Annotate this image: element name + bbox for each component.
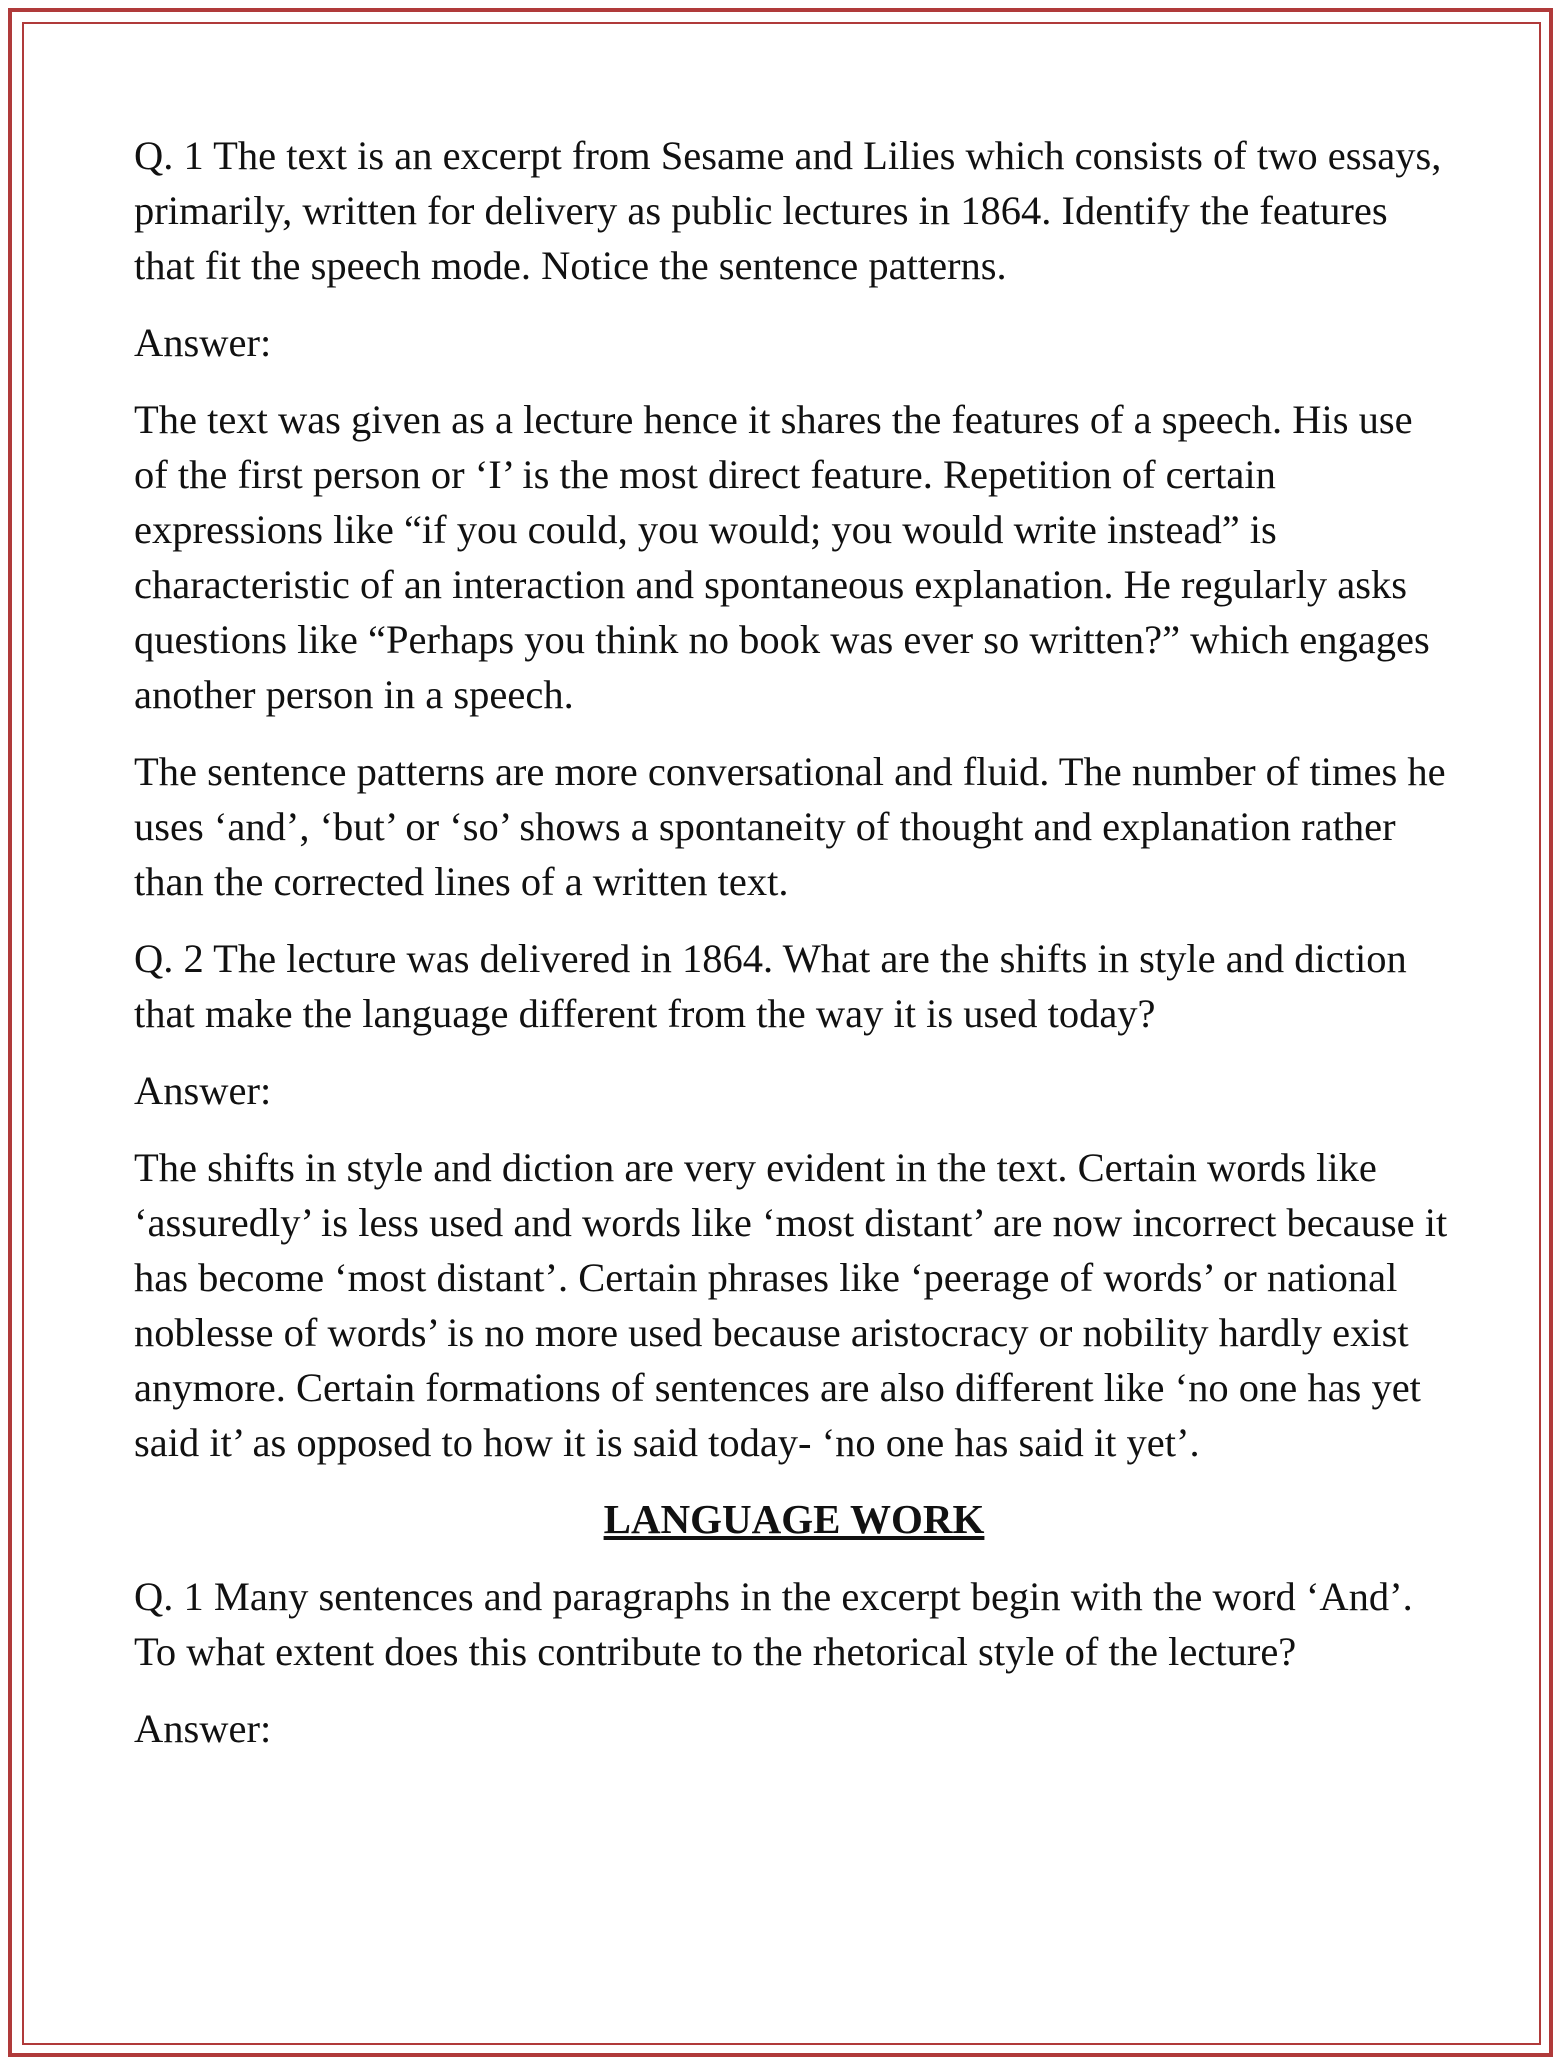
answer-1-paragraph-1: The text was given as a lecture hence it shares the features of a speech. His use of the first person or ‘I’ is the most direct feature. Repetition of certain expressions like “if you could, you would; you would write instead” is characteristic of an interaction and spontaneous explanation. He regularly asks questions like “Perhaps you think no book was ever so written?” which engages another person in a speech.	[134, 397, 1430, 717]
answer-label-1: Answer:	[134, 320, 272, 365]
question-1: Q. 1 The text is an excerpt from Sesame and Lilies which consists of two essays, primarily, written for delivery as public lectures in 1864. Identify the features that fit the speech mode. Notice the sentence patterns.	[134, 133, 1442, 288]
answer-1-paragraph-2: The sentence patterns are more conversational and fluid. The number of times he uses ‘and’, ‘but’ or ‘so’ shows a spontaneity of thought and explanation rather than the corrected lines of a written text.	[134, 749, 1446, 904]
language-work-question-1: Q. 1 Many sentences and paragraphs in the excerpt begin with the word ‘And’. To what extent does this contribute to the rhetorical style of the lecture?	[134, 1574, 1413, 1674]
answer-label-2: Answer:	[134, 1068, 272, 1113]
document-body	[134, 128, 1454, 1778]
section-heading: LANGUAGE WORK	[603, 1496, 985, 1542]
answer-2-paragraph: The shifts in style and diction are very evident in the text. Certain words like ‘assuredly’ is less used and words like ‘most distant’ are now incorrect because it has become ‘most distant’. Certain phrases like ‘peerage of words’ or national noblesse of words’ is no more used because aristocracy or nobility hardly exist anymore. Certain formations of sentences are also different like ‘no one has yet said it’ as opposed to how it is said today- ‘no one has said it yet’.	[134, 1145, 1448, 1465]
question-2: Q. 2 The lecture was delivered in 1864. What are the shifts in style and diction that make the language different from the way it is used today?	[134, 936, 1407, 1036]
answer-label-3: Answer:	[134, 1706, 272, 1751]
